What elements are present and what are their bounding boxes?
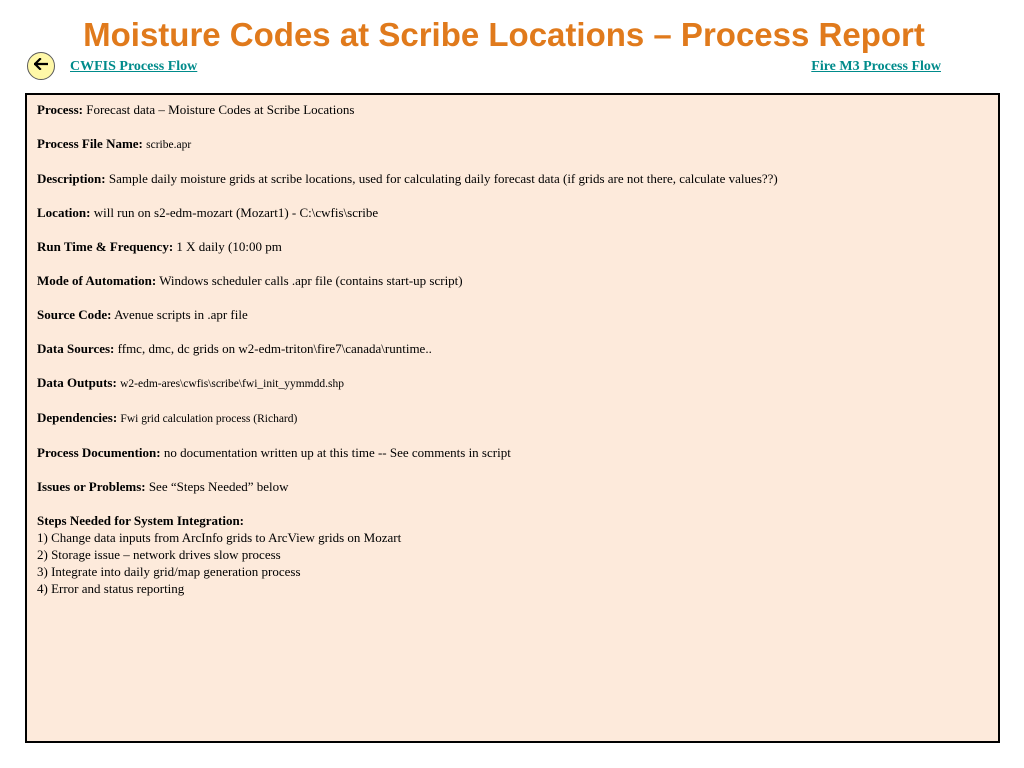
field-value: See “Steps Needed” below — [148, 479, 289, 494]
field-label: Process File Name: — [37, 136, 143, 151]
field-value: Sample daily moisture grids at scribe locations, used for calculating daily forecast data (if grids are not there, calculate values??) — [108, 171, 778, 186]
list-item: 2) Storage issue – network drives slow process — [37, 547, 281, 562]
field-source-code — [37, 306, 988, 324]
field-value: w2-edm-ares\cwfis\scribe\fwi_init_yymmdd.shp — [120, 378, 344, 390]
field-documentation — [37, 444, 988, 462]
field-value: no documentation written up at this time -- See comments in script — [163, 445, 511, 460]
cwfis-process-flow-link[interactable]: CWFIS Process Flow — [70, 59, 198, 74]
left-arrow-icon — [34, 57, 48, 75]
field-label: Data Outputs: — [37, 375, 117, 390]
field-value: Avenue scripts in .apr file — [114, 307, 248, 322]
steps-heading: Steps Needed for System Integration: — [37, 513, 245, 528]
list-item: 4) Error and status reporting — [37, 581, 185, 596]
fire-m3-process-flow-link[interactable]: Fire M3 Process Flow — [811, 59, 941, 74]
field-value: ffmc, dmc, dc grids on w2-edm-triton\fire7\canada\runtime.. — [117, 341, 432, 356]
field-location — [37, 204, 988, 222]
field-label: Run Time & Frequency: — [37, 239, 174, 254]
page-title: Moisture Codes at Scribe Locations – Process Report — [83, 16, 925, 53]
list-item: 3) Integrate into daily grid/map generation process — [37, 564, 301, 579]
list-item: 1) Change data inputs from ArcInfo grids to ArcView grids on Mozart — [37, 530, 402, 545]
field-issues — [37, 478, 988, 496]
field-label: Mode of Automation: — [37, 273, 157, 288]
field-process — [37, 101, 988, 119]
steps-section — [37, 512, 988, 597]
back-button[interactable] — [27, 52, 55, 80]
field-label: Data Sources: — [37, 341, 115, 356]
field-description — [37, 170, 988, 188]
field-value: Forecast data – Moisture Codes at Scribe Locations — [86, 102, 355, 117]
field-run-time — [37, 238, 988, 256]
field-label: Process: — [37, 102, 83, 117]
field-automation — [37, 272, 988, 290]
field-label: Dependencies: — [37, 410, 118, 425]
field-label: Location: — [37, 205, 91, 220]
field-value: scribe.apr — [146, 139, 192, 151]
field-label: Description: — [37, 171, 106, 186]
field-label: Source Code: — [37, 307, 112, 322]
field-value: will run on s2-edm-mozart (Mozart1) - C:\cwfis\scribe — [93, 205, 379, 220]
field-dependencies — [37, 409, 988, 428]
field-value: Windows scheduler calls .apr file (contains start-up script) — [159, 273, 463, 288]
field-value: Fwi grid calculation process (Richard) — [120, 413, 298, 425]
field-label: Issues or Problems: — [37, 479, 146, 494]
field-value: 1 X daily (10:00 pm — [176, 239, 282, 254]
field-file-name — [37, 135, 988, 154]
field-data-outputs — [37, 374, 988, 393]
report-panel — [25, 93, 1000, 743]
field-label: Process Documention: — [37, 445, 161, 460]
field-data-sources — [37, 340, 988, 358]
